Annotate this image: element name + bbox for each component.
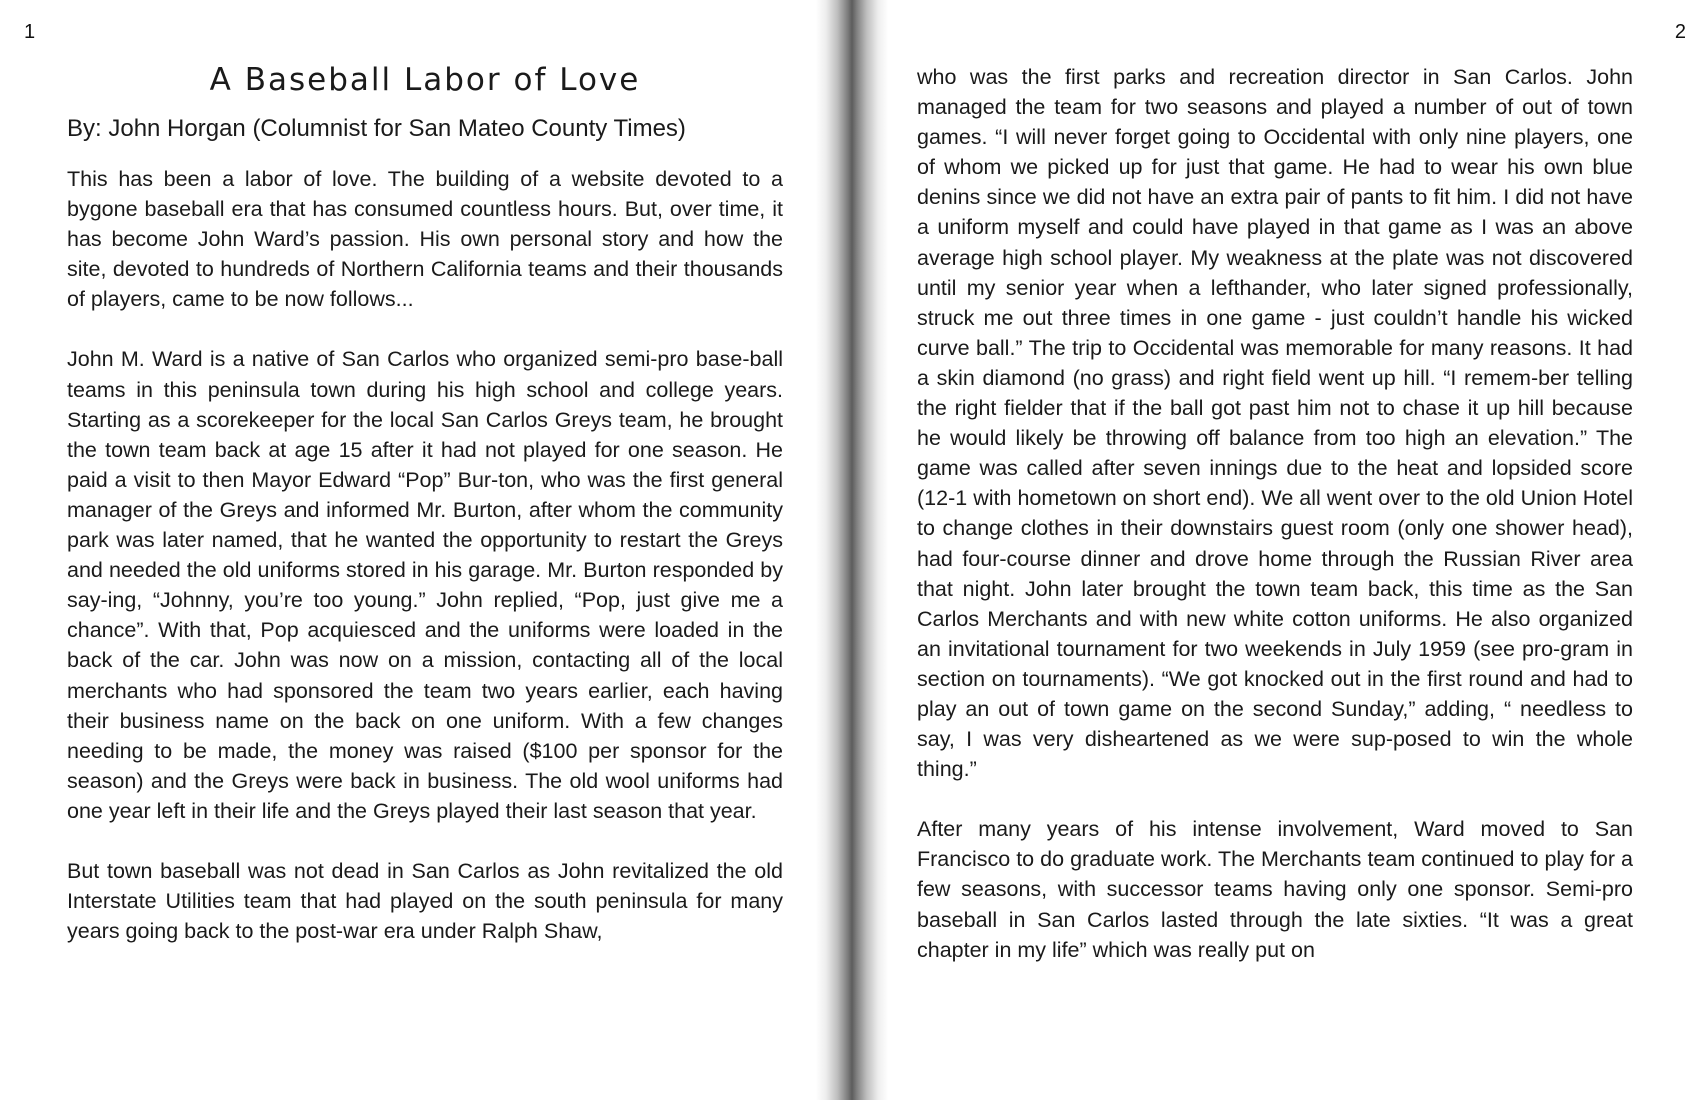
right-page <box>917 0 1633 1100</box>
paragraph-later-years: After many years of his intense involvement, Ward moved to San Francisco to do graduate work. The Merchants team continued to play for a few seasons, with successor teams having only one sponsor. Semi-pro baseball in San Carlos lasted through the late sixties. “It was a great chapter in my life” which was really put on <box>917 817 1633 962</box>
paragraph-intro: This has been a labor of love. The building of a website devoted to a bygone baseball era that has consumed countless hours. But, over time, it has become John Ward’s passion. His own personal story and how the site, devoted to hundreds of Northern California teams and their thousands of players, came to be now follows... <box>67 167 783 312</box>
book-gutter-shadow <box>816 0 888 1100</box>
paragraph-interstate-utilities: But town baseball was not dead in San Carlos as John revitalized the old Interstate Utilities team that had played on the south peninsula for many years going back to the post-war era under Ralph Shaw, <box>67 858 783 944</box>
page-number-right: 2 <box>1674 21 1686 43</box>
left-page <box>67 0 783 1100</box>
article-byline: By: John Horgan (Columnist for San Mateo County Times) <box>67 115 686 142</box>
article-title: A Baseball Labor of Love <box>209 62 641 98</box>
page-number-left: 1 <box>24 21 36 43</box>
paragraph-ward-history: John M. Ward is a native of San Carlos who organized semi-pro base-ball teams in this peninsula town during his high school and college years. Starting as a scorekeeper for the local San Carlos Greys team, he brought the town team back at age 15 after it had not played for one season. He paid a visit to then Mayor Edward “Pop” Bur-ton, who was the first general manager of the Greys and informed Mr. Burton, after whom the community park was later named, that he wanted the opportunity to restart the Greys and needed the old uniforms stored in his garage. Mr. Burton responded by say-ing, “Johnny, you’re too young.” John replied, “Pop, just give me a chance”. With that, Pop acquiesced and the uniforms were loaded in the back of the car. John was now on a mission, contacting all of the local merchants who had sponsored the team two years earlier, each having their business name on the back on one uniform. With a few changes needing to be made, the money was raised ($100 per sponsor for the season) and the Greys were back in business. The old wool uniforms had one year left in their life and the Greys played their last season that year. <box>67 347 783 823</box>
paragraph-occidental-trip: who was the first parks and recreation director in San Carlos. John managed the team for two seasons and played a number of out of town games. “I will never forget going to Occidental with only nine players, one of whom we picked up for just that game. He had to wear his own blue denins since we did not have an extra pair of pants to fit him. I did not have a uniform myself and could have played in that game as I was an above average high school player. My weakness at the plate was not discovered until my senior year when a lefthander, who later signed professionally, struck me out three times in one game - just couldn’t handle his wicked curve ball.” The trip to Occidental was memorable for many reasons. It had a skin diamond (no grass) and right field went up hill. “I remem-ber telling the right fielder that if the ball got past him not to chase it up hill because he would likely be throwing off balance from too high an elevation.” The game was called after seven innings due to the heat and lopsided score (12-1 with hometown on short end). We all went over to the old Union Hotel to change clothes in their downstairs guest room (only one shower head), had four-course dinner and drove home through the Russian River area that night. John later brought the town team back, this time as the San Carlos Merchants and with new white cotton uniforms. He also organized an invitational tournament for two weekends in July 1959 (see pro-gram in section on tournaments). “We got knocked out in the first round and had to play an out of town game on the second Sunday,” adding, “ needless to say, I was very disheartened as we were sup-posed to win the whole thing.” <box>917 65 1633 782</box>
